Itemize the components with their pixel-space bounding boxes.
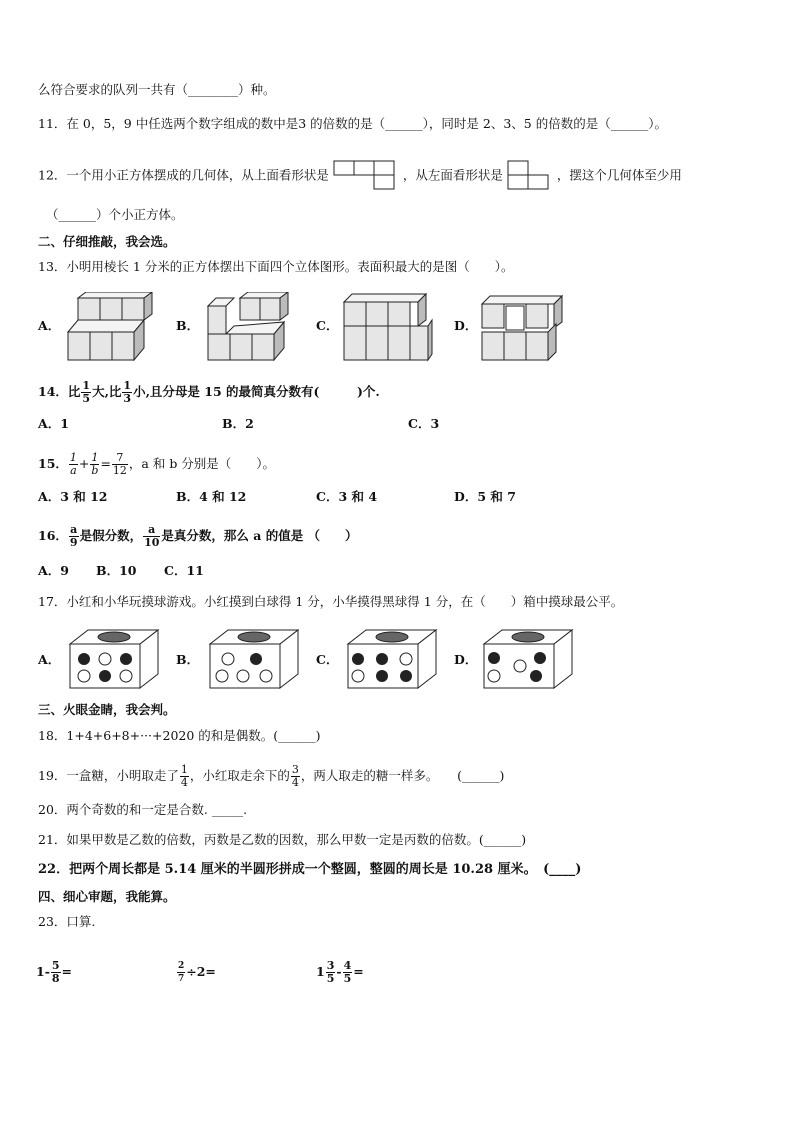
q13-figure-c [342,292,434,364]
frac-den: 5 [343,972,352,985]
frac-num: 2 [178,961,185,971]
question-12 [38,160,682,192]
section-3-heading: 三、火眼金睛，我会判。 [38,702,176,717]
q13-figure-b [204,292,294,364]
q16-option-c: C．11 [164,563,204,578]
q12-text-b: ，从左面看形状是 [402,167,503,183]
q13-label-b: B． [176,318,200,333]
question-21: 21．如果甲数是乙数的倍数，丙数是乙数的因数，那么甲数一定是丙数的倍数。(______) [38,832,527,847]
q17-box-d [480,628,576,692]
calc-expression-1 [36,960,72,985]
q15-option-a: A．3 和 12 [38,489,108,504]
q12-text-a: 12．一个用小正方体摆成的几何体，从上面看形状是 [38,167,329,183]
question-13: 13．小明用棱长 1 分米的正方体摆出下面四个立体图形。表面积最大的是图（ ）。 [38,259,514,274]
fraction-1-b [90,452,99,477]
frac-num: a [143,524,160,537]
question-14 [38,380,380,405]
q14-p3: 小,且分母是 15 的最简真分数有( )个. [133,384,380,399]
q17-label-a: A． [38,652,61,667]
frac-den: 4 [180,776,188,789]
frac-den: 7 [178,974,185,984]
q13-label-d: D． [454,318,478,333]
calc2-post: ÷2= [186,964,216,979]
frac-den: 4 [291,776,299,789]
frac-num: 7 [112,452,128,465]
q17-label-b: B． [176,652,200,667]
frac-den: 9 [69,536,78,549]
question-17: 17．小红和小华玩摸球游戏。小红摸到白球得 1 分，小华摸得黑球得 1 分，在（ ）箱中摸球最公平。 [38,594,624,609]
fraction-a-10 [143,524,160,549]
fraction-3-4 [291,764,300,789]
q19-p3: ，两人取走的糖一样多。 (______) [300,768,505,783]
q15-num: 15． [38,456,68,471]
q17-box-c [344,628,440,692]
fraction-1-a [69,452,78,477]
question-22: 22．把两个周长都是 5.14 厘米的半圆形拼成一个整圆，整圆的周长是 10.28 厘米。 (____) [38,862,582,877]
q12-text-c: ，摆这个几何体至少用 [556,167,682,183]
q13-figure-d [478,292,570,364]
left-view-shape [507,160,553,192]
q17-box-a [66,628,162,692]
fraction-1-5 [81,380,91,405]
q16-num: 16． [38,528,68,543]
frac-den: 5 [82,392,91,405]
frac-den: 5 [326,972,335,985]
q17-label-c: C． [316,652,339,667]
q17-box-b [206,628,302,692]
question-20: 20．两个奇数的和一定是合数. _____. [38,802,248,817]
top-view-shape [333,160,399,192]
q13-figure-a [66,292,156,364]
q19-p2: ，小红取走余下的 [189,768,290,783]
q13-label-c: C． [316,318,339,333]
q12-text-d: （______）个小正方体。 [46,207,184,222]
q16-p2: 是真分数，那么 a 的值是 （ ） [161,528,358,543]
q13-label-a: A． [38,318,61,333]
q16-option-a: A．9 [38,563,69,578]
calc3-post: = [353,964,364,979]
equals-sign: = [100,456,111,471]
plus-sign: + [78,456,90,471]
frac-num: 1 [123,379,132,392]
intro-line: 么符合要求的队列一共有（________）种。 [38,82,276,97]
fraction-7-12 [112,452,128,477]
q19-p1: 19．一盒糖，小明取走了 [38,768,179,783]
fraction-1-4 [180,764,189,789]
q14-option-b: B．2 [222,416,254,431]
q15-tail: ，a 和 b 分别是（ ）。 [128,456,276,471]
question-16 [38,524,358,549]
frac-num: 3 [326,959,335,972]
q16-p1: 是假分数， [79,528,143,543]
calc3-pre: 1 [316,964,325,979]
fraction-4-5 [343,960,353,985]
frac-num: 1 [82,379,91,392]
question-15 [38,452,275,477]
calc3-mid: - [336,964,342,979]
fraction-1-3 [122,380,132,405]
frac-num: 3 [291,763,299,776]
frac-num: 1 [69,451,77,464]
q15-option-d: D．5 和 7 [454,489,516,504]
q14-p2: 大,比 [92,384,122,399]
question-11: 11．在 0，5，9 中任选两个数字组成的数中是3 的倍数的是（______），同时是 2、3、5 的倍数的是（______）。 [38,116,667,131]
calc-expression-3 [316,960,364,985]
q17-label-d: D． [454,652,478,667]
q16-option-b: B．10 [96,563,137,578]
fraction-a-9 [69,524,79,549]
q14-option-a: A．1 [38,416,69,431]
frac-num: 4 [343,959,352,972]
q15-option-b: B．4 和 12 [176,489,247,504]
frac-den: 3 [123,392,132,405]
question-23: 23．口算. [38,914,96,929]
frac-num: 1 [180,763,188,776]
frac-den: b [91,464,99,477]
question-19 [38,764,504,789]
section-2-heading: 二、仔细推敲，我会选。 [38,234,176,249]
frac-den: 12 [112,464,127,477]
frac-num: a [70,523,78,536]
frac-den: 8 [51,972,60,985]
frac-den: 10 [144,536,160,549]
fraction-3-5 [326,960,336,985]
section-4-heading: 四、细心审题，我能算。 [38,889,176,904]
fraction-5-8 [51,960,61,985]
calc1-post: = [61,964,73,979]
calc-expression-2 [176,960,216,985]
frac-den: a [70,464,77,477]
fraction-2-7 [177,960,185,985]
frac-num: 1 [91,451,99,464]
frac-num: 5 [51,959,60,972]
q15-option-c: C．3 和 4 [316,489,378,504]
question-18: 18．1+4+6+8+···+2020 的和是偶数。(______) [38,728,321,743]
q14-option-c: C．3 [408,416,440,431]
calc1-pre: 1- [36,964,50,979]
q14-p1: 14．比 [38,384,81,399]
